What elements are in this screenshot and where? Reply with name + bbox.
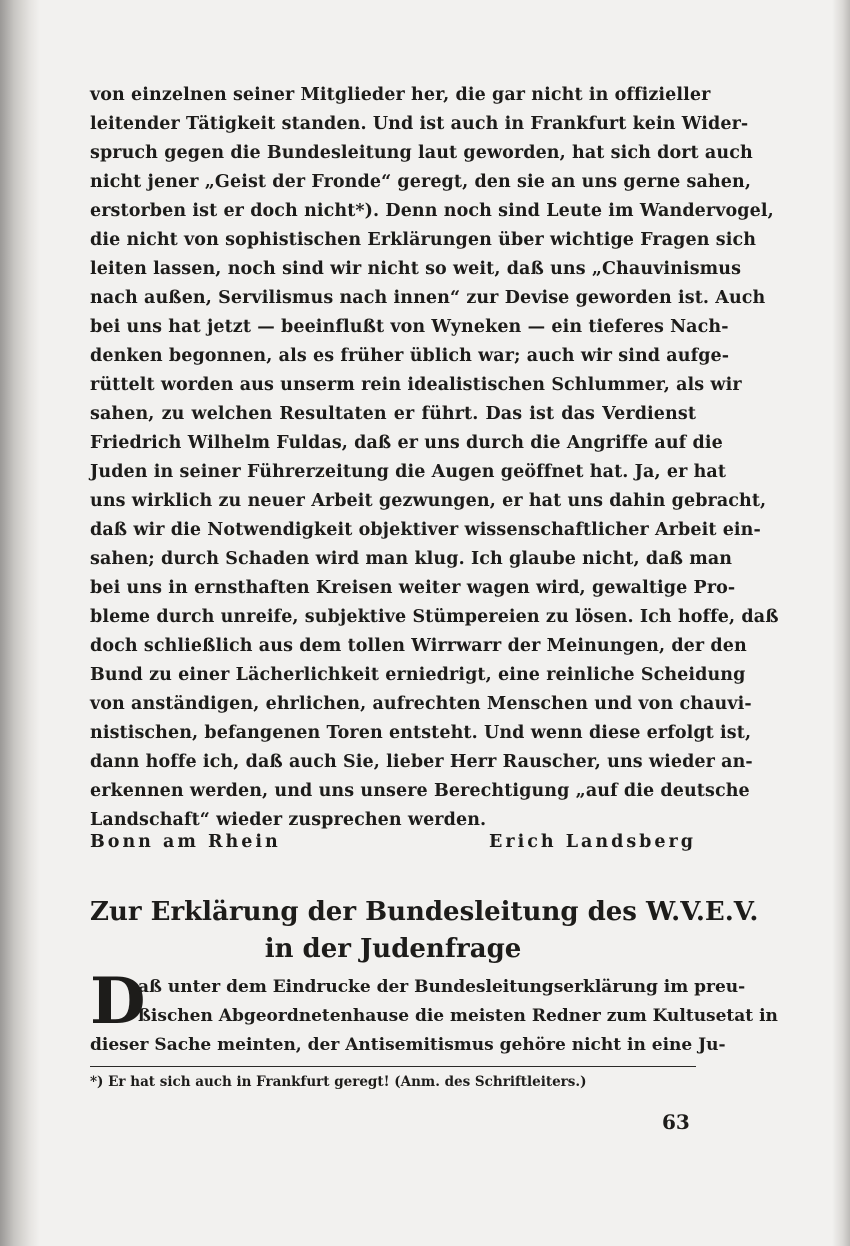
body-line: Juden in seiner Führerzeitung die Augen geöffnet hat. Ja, er hat xyxy=(90,462,727,482)
body-line: Bund zu einer Lächerlichkeit erniedrigt, eine reinliche Scheidung xyxy=(90,665,746,685)
body-line: Landschaft“ wieder zusprechen werden. xyxy=(90,810,487,830)
body-line: denken begonnen, als es früher üblich war; auch wir sind aufge- xyxy=(90,346,730,366)
body-line: nach außen, Servilismus nach innen“ zur Devise geworden ist. Auch xyxy=(90,288,766,308)
signature-place: Bonn am Rhein xyxy=(90,832,281,852)
drop-cap-initial: D xyxy=(90,964,146,1039)
body-line: erstorben ist er doch nicht*). Denn noch sind Leute im Wandervogel, xyxy=(90,201,774,221)
body-line: leitender Tätigkeit standen. Und ist auch in Frankfurt kein Wider- xyxy=(90,114,749,134)
body-line: nicht jener „Geist der Fronde“ geregt, den sie an uns gerne sahen, xyxy=(90,172,752,192)
book-gutter-shadow xyxy=(0,0,40,1246)
body-line: bei uns in ernsthaften Kreisen weiter wagen wird, gewaltige Pro- xyxy=(90,578,736,598)
signature-row xyxy=(90,832,696,852)
footnote-rule xyxy=(90,1066,696,1067)
body-line: rüttelt worden aus unserm rein idealistischen Schlummer, als wir xyxy=(90,375,742,395)
body-line: spruch gegen die Bundesleitung laut geworden, hat sich dort auch xyxy=(90,143,753,163)
body-line: sahen; durch Schaden wird man klug. Ich glaube nicht, daß man xyxy=(90,549,733,569)
body-line: von einzelnen seiner Mitglieder her, die gar nicht in offizieller xyxy=(90,85,711,105)
footnote: *) Er hat sich auch in Frankfurt geregt! (Anm. des Schriftleiters.) xyxy=(90,1074,587,1090)
body-line: leiten lassen, noch sind wir nicht so weit, daß uns „Chauvinismus xyxy=(90,259,742,279)
body-line: bleme durch unreife, subjektive Stümpereien zu lösen. Ich hoffe, daß xyxy=(90,607,779,627)
signature-author: Erich Landsberg xyxy=(489,832,696,852)
body-line: daß wir die Notwendigkeit objektiver wissenschaftlicher Arbeit ein- xyxy=(90,520,761,540)
body-line: doch schließlich aus dem tollen Wirrwarr der Meinungen, der den xyxy=(90,636,747,656)
body-line: die nicht von sophistischen Erklärungen über wichtige Fragen sich xyxy=(90,230,757,250)
body-line: uns wirklich zu neuer Arbeit gezwungen, er hat uns dahin gebracht, xyxy=(90,491,767,511)
section-heading: Zur Erklärung der Bundesleitung des W.V.E.V. xyxy=(90,897,759,927)
body-line: sahen, zu welchen Resultaten er führt. Das ist das Verdienst xyxy=(90,404,696,424)
article-line: dieser Sache meinten, der Antisemitismus gehöre nicht in eine Ju- xyxy=(90,1035,726,1055)
body-line: nistischen, befangenen Toren entsteht. Und wenn diese erfolgt ist, xyxy=(90,723,752,743)
section-heading-subtitle: in der Judenfrage xyxy=(264,934,522,964)
page-edge-shadow xyxy=(832,0,850,1246)
body-line: Friedrich Wilhelm Fuldas, daß er uns durch die Angriffe auf die xyxy=(90,433,723,453)
body-line: von anständigen, ehrlichen, aufrechten Menschen und von chauvi- xyxy=(90,694,752,714)
body-line: erkennen werden, und uns unsere Berechtigung „auf die deutsche xyxy=(90,781,750,801)
article-line: aß unter dem Eindrucke der Bundesleitungserklärung im preu- xyxy=(138,977,746,997)
article-line: ßischen Abgeordnetenhause die meisten Redner zum Kultusetat in xyxy=(138,1006,778,1026)
body-line: dann hoffe ich, daß auch Sie, lieber Herr Rauscher, uns wieder an- xyxy=(90,752,753,772)
page-number: 63 xyxy=(662,1110,690,1134)
body-line: bei uns hat jetzt — beeinflußt von Wyneken — ein tieferes Nach- xyxy=(90,317,729,337)
